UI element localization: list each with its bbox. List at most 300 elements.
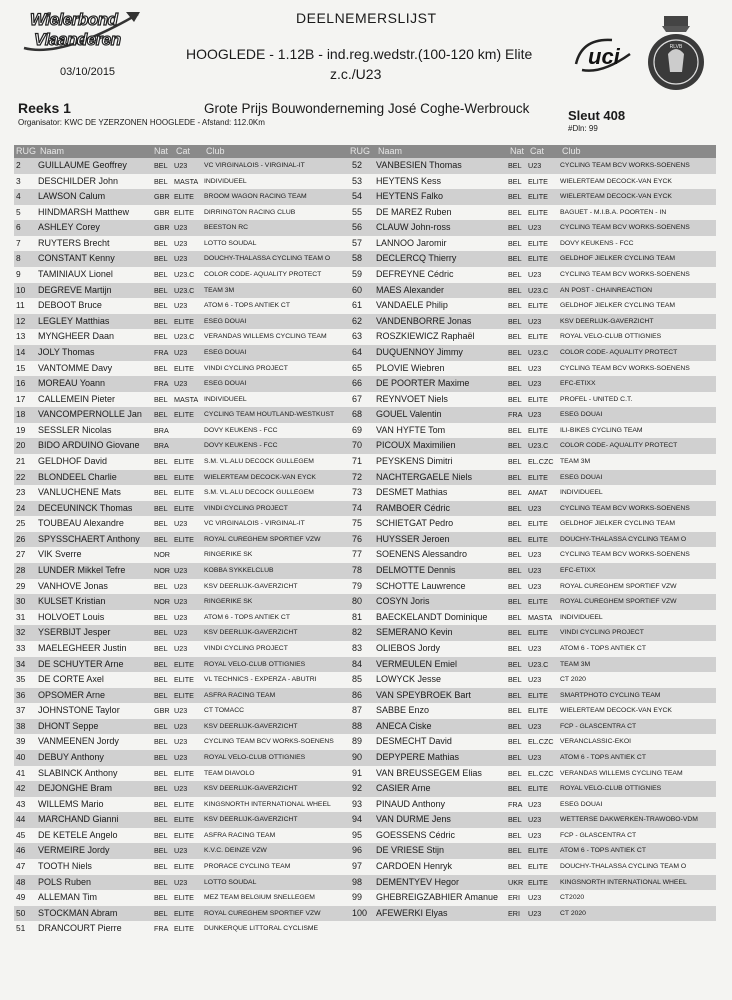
cell-nat-right: BEL [508,223,522,233]
table-row [14,594,716,610]
cell-rug: 14 [16,346,26,357]
cell-rug-right: 100 [352,907,368,918]
cell-club-right: CYCLING TEAM BCV WORKS-SOENENS [560,504,690,512]
cell-nat: BEL [154,752,168,762]
cell-naam: MARCHAND Gianni [38,814,119,825]
race-title: HOOGLEDE - 1.12B - ind.reg.wedstr.(100-120 km) Elite [186,46,533,62]
cell-club: BROOM WAGON RACING TEAM [204,193,307,201]
cell-nat: BEL [154,301,168,311]
cell-club: KSV DEERLIJK-GAVERZICHT [204,722,298,730]
cell-cat-right: ELITE [528,472,548,482]
cell-club-right: WIELERTEAM DECOCK-VAN EYCK [560,193,672,201]
cell-naam-right: VANDAELE Philip [376,300,448,311]
cell-naam: ASHLEY Corey [38,222,100,233]
cell-nat-right: BEL [508,612,522,622]
cell-cat: ELITE [174,207,194,217]
organiser-line: Organisator: KWC DE YZERZONEN HOOGLEDE - Afstand: 112.0Km [18,118,265,127]
cell-rug-right: 87 [352,705,363,716]
table-header [14,145,716,158]
cell-cat-right: U23 [528,316,542,326]
cell-nat-right: BEL [508,659,522,669]
cell-cat-right: ELITE [528,254,548,264]
cell-rug-right: 71 [352,455,363,466]
cell-naam-right: DEPYPERE Mathias [376,751,460,762]
cell-club-right: COLOR CODE- AQUALITY PROTECT [560,442,678,450]
table-row [14,283,716,299]
sleut-label: Sleut 408 [568,108,626,123]
cell-nat-right: BEL [508,503,522,513]
cell-club-right: ILI-BIKES CYCLING TEAM [560,426,643,434]
cell-naam: STOCKMAN Abram [38,907,118,918]
cell-nat: BEL [154,270,168,280]
cell-rug: 49 [16,892,26,903]
cell-rug-right: 56 [352,222,363,233]
cell-cat-right: U23 [528,363,542,373]
cell-naam: GUILLAUME Geoffrey [38,160,127,170]
cell-rug-right: 79 [352,580,363,591]
cell-club: K.V.C. DEINZE VZW [204,847,267,855]
cell-rug: 50 [16,907,26,918]
cell-nat-right: BEL [508,488,522,498]
cell-nat: BEL [154,176,168,186]
cell-rug-right: 64 [352,346,363,357]
cell-nat-right: BEL [508,472,522,482]
cell-rug: 24 [16,502,26,513]
cell-naam: DESCHILDER John [38,175,119,186]
cell-nat-right: BEL [508,566,522,576]
cell-nat: BEL [154,690,168,700]
cell-rug: 12 [16,315,26,326]
table-row [14,423,716,439]
cell-cat: ELITE [174,488,194,498]
cell-rug: 10 [16,284,26,295]
table-row [14,205,716,221]
table-row [14,843,716,859]
cell-naam: VANHOVE Jonas [38,580,108,591]
cell-cat: MASTA [174,176,199,186]
cell-rug-right: 78 [352,565,363,576]
cell-nat-right: BEL [508,581,522,591]
cell-club-right: CYCLING TEAM BCV WORKS-SOENENS [560,162,690,169]
table-row [14,797,716,813]
cell-cat-right: U23 [528,643,542,653]
cell-club: KSV DEERLIJK-GAVERZICHT [204,582,298,590]
cell-nat: BEL [154,628,168,638]
cell-naam: VANCOMPERNOLLE Jan [38,409,142,420]
cell-naam-right: DE VRIESE Stijn [376,845,445,856]
cell-cat-right: ELITE [528,301,548,311]
cell-cat-right: U23 [528,908,542,918]
cell-nat: BEL [154,612,168,622]
cell-naam-right: RAMBOER Cédric [376,502,451,513]
cell-club: DOUCHY-THALASSA CYCLING TEAM O [204,255,331,263]
cell-nat-right: BEL [508,550,522,560]
cell-rug: 26 [16,533,26,544]
cell-club-right: WETTERSE DAKWERKEN-TRAWOBO-VDM [560,816,698,824]
cell-rug-right: 88 [352,720,363,731]
table-row [14,516,716,532]
cell-club: KINGSNORTH INTERNATIONAL WHEEL [204,800,331,808]
cell-rug: 23 [16,487,26,498]
cell-cat-right: U23 [528,830,542,840]
cell-cat-right: U23 [528,410,542,420]
cell-club: ESEG DOUAI [204,317,247,325]
cell-cat: ELITE [174,503,194,513]
cell-naam: TOOTH Niels [38,861,92,872]
cell-rug: 41 [16,767,26,778]
cell-club: ATOM 6 - TOPS ANTIEK CT [204,613,290,621]
cell-naam-right: DE MAREZ Ruben [376,206,452,217]
cell-nat-right: BEL [508,161,522,170]
cell-club-right: DOUCHY-THALASSA CYCLING TEAM O [560,535,687,543]
cell-club-right: FCP - GLASCENTRA CT [560,722,637,730]
cell-club-right: VERANDAS WILLEMS CYCLING TEAM [560,769,683,777]
cell-naam-right: DUQUENNOY Jimmy [376,346,463,357]
cell-nat-right: BEL [508,846,522,856]
cell-nat-right: BEL [508,862,522,872]
cell-rug-right: 77 [352,549,363,560]
cell-naam: CONSTANT Kenny [38,253,115,264]
cell-club: DOVY KEUKENS - FCC [204,426,278,434]
cell-rug-right: 63 [352,331,363,342]
cell-nat-right: BEL [508,690,522,700]
cell-rug-right: 91 [352,767,363,778]
table-row [14,828,716,844]
cell-naam-right: DE POORTER Maxime [376,378,470,389]
cell-club-right: DOUCHY-THALASSA CYCLING TEAM O [560,863,687,871]
cell-club-right: ROYAL VELO-CLUB OTTIGNIES [560,333,662,341]
cell-cat-right: ELITE [528,628,548,638]
cell-rug: 34 [16,658,26,669]
table-row [14,454,716,470]
cell-club: CYCLING TEAM BCV WORKS-SOENENS [204,738,334,746]
cell-naam: SESSLER Nicolas [38,424,112,435]
cell-nat: BRA [154,425,169,435]
cell-rug-right: 89 [352,736,363,747]
cell-naam: JOHNSTONE Taylor [38,705,120,716]
cell-naam: TOUBEAU Alexandre [38,518,124,529]
cell-naam-right: PINAUD Anthony [376,798,446,809]
cell-club-right: KSV DEERLIJK-GAVERZICHT [560,317,654,325]
cell-nat-right: BEL [508,628,522,638]
cell-nat: BEL [154,394,168,404]
cell-cat: U23 [174,347,188,357]
cell-rug-right: 75 [352,518,363,529]
cell-rug-right: 76 [352,533,363,544]
cell-club: ROYAL VELO-CLUB OTTIGNIES [204,660,306,668]
cell-rug: 43 [16,798,26,809]
table-row [14,625,716,641]
cell-nat: BEL [154,472,168,482]
cell-cat: ELITE [174,908,194,918]
cell-rug-right: 74 [352,502,363,513]
cell-cat: U23 [174,581,188,591]
cell-nat: NOR [154,566,170,576]
col-header-cat: Cat [176,146,191,156]
cell-cat: U23 [174,612,188,622]
cell-rug: 32 [16,627,26,638]
cell-nat-right: BEL [508,176,522,186]
cell-naam-right: CLAUW John-ross [376,222,451,233]
table-row [14,906,716,922]
cell-nat-right: BEL [508,316,522,326]
cell-rug: 44 [16,814,26,825]
cell-naam-right: PEYSKENS Dimitri [376,455,453,466]
cell-rug: 8 [16,253,21,264]
cell-nat-right: BEL [508,675,522,685]
cell-club: ROYAL CUREGHEM SPORTIEF VZW [204,535,321,543]
cell-nat-right: BEL [508,394,522,404]
cell-rug-right: 55 [352,206,363,217]
cell-rug-right: 72 [352,471,363,482]
cell-nat: BEL [154,254,168,264]
cell-naam: VANTOMME Davy [38,362,113,373]
cell-naam: JOLY Thomas [38,346,95,357]
cell-nat: BEL [154,534,168,544]
cell-rug: 4 [16,191,21,202]
cell-club-right: EFC-ETIXX [560,567,596,575]
cell-rug-right: 98 [352,876,363,887]
document-date: 03/10/2015 [60,66,116,78]
cell-nat-right: ERI [508,893,520,903]
cell-club: DUNKERQUE LITTORAL CYCLISME [204,925,319,933]
cell-cat: ELITE [174,815,194,825]
cell-nat-right: BEL [508,192,522,202]
cell-nat: FRA [154,924,169,934]
cell-rug: 38 [16,720,26,731]
cell-club-right: ESEG DOUAI [560,473,603,481]
cell-cat-right: ELITE [528,332,548,342]
cell-nat: BEL [154,737,168,747]
cell-rug-right: 94 [352,814,363,825]
cell-cat-right: U23.C [528,441,549,451]
cell-naam: HINDMARSH Matthew [38,206,130,217]
table-row [14,641,716,657]
table-row [14,501,716,517]
cell-cat-right: ELITE [528,862,548,872]
cell-club: ROYAL VELO-CLUB OTTIGNIES [204,753,306,761]
cell-cat-right: ELITE [528,690,548,700]
cell-rug: 45 [16,829,26,840]
cell-cat: ELITE [174,675,194,685]
cell-nat-right: BEL [508,425,522,435]
col-header-nat: Nat [154,146,169,156]
cell-club: VERANDAS WILLEMS CYCLING TEAM [204,333,327,341]
cell-naam-right: DELMOTTE Dennis [376,565,456,576]
cell-rug: 6 [16,222,21,233]
cell-cat-right: U23 [528,270,542,280]
cell-cat: ELITE [174,659,194,669]
cell-nat: NOR [154,597,170,607]
cell-naam: WILLEMS Mario [38,798,104,809]
cell-cat-right: U23 [528,675,542,685]
cell-nat: BEL [154,862,168,872]
cell-club-right: WIELERTEAM DECOCK-VAN EYCK [560,707,672,715]
cell-rug-right: 84 [352,658,363,669]
cell-club: KSV DEERLIJK-GAVERZICHT [204,629,298,637]
cell-rug: 9 [16,269,21,280]
cell-club-right: PROFEL - UNITED C.T. [560,395,633,403]
cell-rug: 22 [16,471,26,482]
cell-cat: U23 [174,643,188,653]
cell-naam: SPYSSCHAERT Anthony [38,533,140,544]
table-row [14,875,716,891]
cell-rug-right: 96 [352,845,363,856]
cell-nat: BEL [154,908,168,918]
cell-club-right: DOVY KEUKENS - FCC [560,239,634,247]
cell-nat: BEL [154,161,168,170]
cell-nat-right: BEL [508,830,522,840]
cell-naam-right: DESMET Mathias [376,487,448,498]
cell-naam-right: OLIEBOS Jordy [376,642,441,653]
table-row [14,236,716,252]
cell-club: KSV DEERLIJK-GAVERZICHT [204,785,298,793]
cell-rug: 2 [16,160,21,170]
cell-cat: U23.C [174,332,195,342]
cell-rug-right: 59 [352,269,363,280]
cell-club-right: CYCLING TEAM BCV WORKS-SOENENS [560,551,690,559]
cell-rug-right: 90 [352,751,363,762]
cell-rug-right: 54 [352,191,363,202]
cell-cat-right: U23.C [528,659,549,669]
cell-club-right: VINDI CYCLING PROJECT [560,629,644,637]
cell-nat: BEL [154,877,168,887]
cell-nat: BEL [154,316,168,326]
cell-rug: 40 [16,751,26,762]
cell-nat: BEL [154,893,168,903]
table-row [14,812,716,828]
cell-nat: FRA [154,379,169,389]
cell-club-right: GELDHOF JIELKER CYCLING TEAM [560,520,676,528]
cell-nat-right: BEL [508,721,522,731]
cell-naam: TAMINIAUX Lionel [38,269,113,280]
cell-club: DIRRINGTON RACING CLUB [204,208,296,216]
cell-naam: DEJONGHE Bram [38,783,113,794]
cell-nat: BEL [154,830,168,840]
cell-cat: ELITE [174,363,194,373]
cell-club: ESEG DOUAI [204,380,247,388]
table-row [14,345,716,361]
cell-nat: BEL [154,659,168,669]
cell-cat-right: U23 [528,161,542,170]
cell-nat: BEL [154,799,168,809]
cell-cat-right: U23 [528,815,542,825]
cell-rug-right: 62 [352,315,363,326]
table-row [14,174,716,190]
cell-club: WIELERTEAM DECOCK-VAN EYCK [204,473,316,481]
cell-nat-right: BEL [508,285,522,295]
cell-club: TEAM 3M [204,286,235,294]
cell-naam-right: PICOUX Maximilien [376,440,456,451]
cell-nat-right: BEL [508,815,522,825]
cell-cat: ELITE [174,893,194,903]
cell-naam: VANMEENEN Jordy [38,736,119,747]
cell-rug-right: 66 [352,378,363,389]
cell-rug-right: 52 [352,160,363,170]
series-label: Reeks 1 [18,100,71,116]
cell-naam: HOLVOET Louis [38,611,105,622]
cell-cat-right: ELITE [528,207,548,217]
cell-cat: U23 [174,223,188,233]
cell-nat-right: FRA [508,410,523,420]
cell-nat: BEL [154,503,168,513]
cell-cat: U23 [174,379,188,389]
cell-cat: ELITE [174,862,194,872]
cell-naam-right: CARDOEN Henryk [376,861,453,872]
cell-club: PRORACE CYCLING TEAM [204,863,291,871]
cell-cat: ELITE [174,830,194,840]
cell-naam: SLABINCK Anthony [38,767,118,778]
cell-nat: GBR [154,192,170,202]
cell-nat-right: UKR [508,877,524,887]
cell-nat-right: BEL [508,519,522,529]
cell-rug: 39 [16,736,26,747]
table-row [14,610,716,626]
table-row [14,703,716,719]
cell-nat: BEL [154,410,168,420]
col-header-naam-right: Naam [378,146,403,156]
table-row [14,392,716,408]
cell-cat: U23 [174,752,188,762]
cell-cat-right: ELITE [528,534,548,544]
col-header-naam: Naam [40,146,65,156]
cell-club-right: CT2020 [560,894,585,902]
cell-naam-right: DESMECHT David [376,736,452,747]
cell-rug: 51 [16,923,26,934]
cell-nat-right: BEL [508,784,522,794]
table-row [14,672,716,688]
participants-count: #Dln: 99 [568,124,598,133]
cell-naam-right: GHEBREIGZABHIER Amanue [376,892,499,903]
cell-cat: U23 [174,519,188,529]
table-row [14,921,716,937]
cell-club: VC VIRGINALOIS - VIRGINAL-IT [204,162,305,169]
cell-club: VINDI CYCLING PROJECT [204,364,288,372]
cell-nat: BEL [154,363,168,373]
cell-nat-right: BEL [508,207,522,217]
cell-naam-right: HUYSSER Jeroen [376,533,450,544]
cell-naam: DEBUY Anthony [38,751,104,762]
cell-nat-right: FRA [508,799,523,809]
cell-cat-right: ELITE [528,877,548,887]
cell-naam-right: AFEWERKI Elyas [376,907,448,918]
cell-rug: 16 [16,378,26,389]
cell-cat: U23 [174,721,188,731]
cell-club: ATOM 6 - TOPS ANTIEK CT [204,302,290,310]
table-row [14,859,716,875]
cell-cat: U23 [174,706,188,716]
cell-club-right: GELDHOF JIELKER CYCLING TEAM [560,302,676,310]
cell-cat: ELITE [174,316,194,326]
seal-text: RLVB [669,44,683,50]
cell-nat-right: BEL [508,347,522,357]
cell-nat: BEL [154,581,168,591]
cell-naam-right: DEMENTYEV Hegor [376,876,460,887]
cell-rug: 25 [16,518,26,529]
cell-nat: BEL [154,456,168,466]
cell-club-right: COLOR CODE- AQUALITY PROTECT [560,348,678,356]
cell-cat-right: ELITE [528,238,548,248]
cell-naam: DRANCOURT Pierre [38,923,122,934]
cell-cat: U23 [174,161,188,170]
cell-nat: BEL [154,784,168,794]
table-row [14,158,716,174]
cell-naam: OPSOMER Arne [38,689,106,700]
cell-nat: BEL [154,846,168,856]
logo-line2: Vlaanderen [34,30,121,49]
cell-cat-right: ELITE [528,394,548,404]
cell-club-right: ROYAL VELO-CLUB OTTIGNIES [560,785,662,793]
